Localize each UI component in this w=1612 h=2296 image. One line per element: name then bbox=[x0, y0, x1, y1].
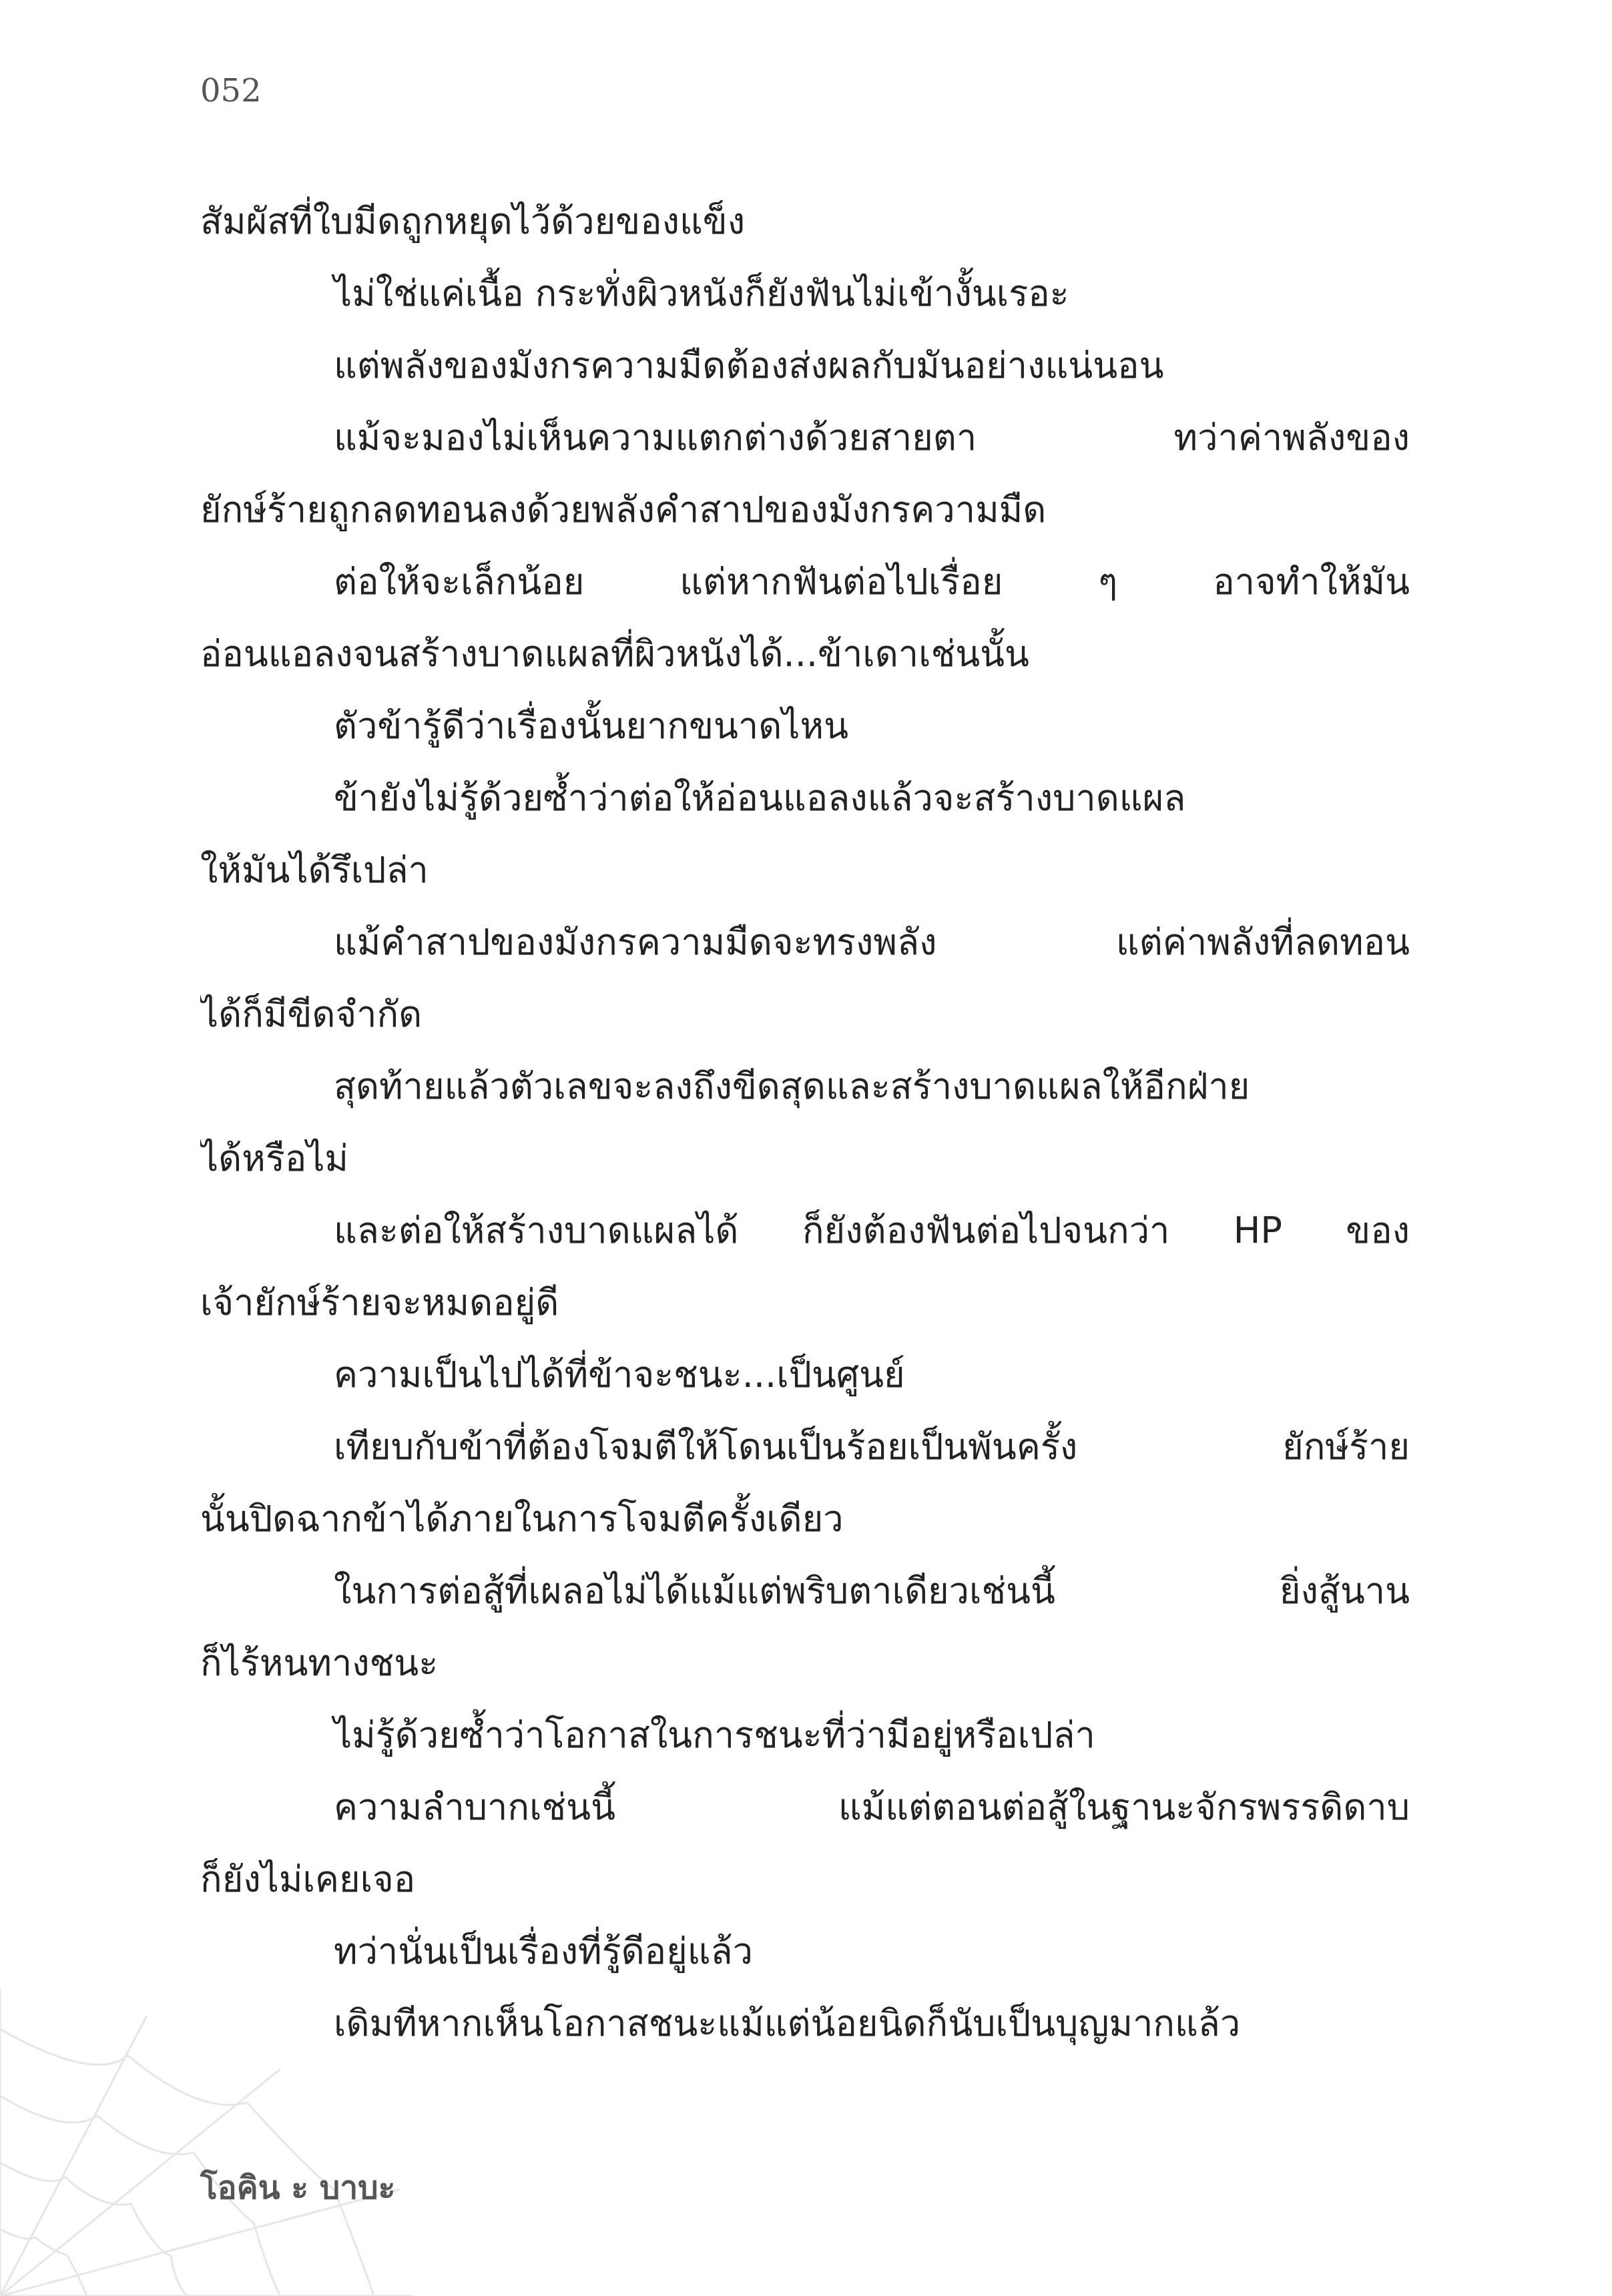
text-line: ความเป็นไปได้ที่ข้าจะชนะ...เป็นศูนย์ bbox=[334, 1354, 905, 1396]
text-line: ความลำบากเช่นนี้ แม้แต่ตอนต่อสู้ในฐานะจักรพรรดิดาบ bbox=[334, 1786, 1410, 1828]
text-line: ไม่รู้ด้วยซ้ำว่าโอกาสในการชนะที่ว่ามีอยู่หรือเปล่า bbox=[334, 1714, 1095, 1756]
text-line: และต่อให้สร้างบาดแผลได้ ก็ยังต้องฟันต่อไปจนกว่า HP ของ bbox=[334, 1209, 1410, 1251]
text-line: ได้ก็มีขีดจำกัด bbox=[200, 993, 423, 1035]
text-line: สุดท้ายแล้วตัวเลขจะลงถึงขีดสุดและสร้างบาดแผลให้อีกฝ่าย bbox=[334, 1065, 1250, 1107]
text-line: อ่อนแอลงจนสร้างบาดแผลที่ผิวหนังได้...ข้าเดาเช่นนั้น bbox=[200, 633, 1029, 675]
text-line: ทว่านั่นเป็นเรื่องที่รู้ดีอยู่แล้ว bbox=[334, 1930, 753, 1972]
text-line: ก็ไร้หนทางชนะ bbox=[200, 1642, 439, 1684]
text-line: สัมผัสที่ใบมีดถูกหยุดไว้ด้วยของแข็ง bbox=[200, 200, 746, 242]
author-footer: โอคิน ะ บาบะ bbox=[200, 2169, 396, 2207]
spider-web-decoration bbox=[0, 1989, 414, 2296]
text-line: ก็ยังไม่เคยเจอ bbox=[200, 1858, 416, 1900]
text-line: แม้คำสาปของมังกรความมืดจะทรงพลัง แต่ค่าพลังที่ลดทอน bbox=[334, 921, 1410, 963]
text-line: ข้ายังไม่รู้ด้วยซ้ำว่าต่อให้อ่อนแอลงแล้วจะสร้างบาดแผล bbox=[334, 777, 1186, 819]
text-line: ไม่ใช่แค่เนื้อ กระทั่งผิวหนังก็ยังฟันไม่เข้างั้นเรอะ bbox=[334, 272, 1069, 314]
body-text bbox=[200, 186, 1410, 2060]
text-line: นั้นปิดฉากข้าได้ภายในการโจมตีครั้งเดียว bbox=[200, 1498, 844, 1540]
text-line: ให้มันได้รึเปล่า bbox=[200, 849, 429, 891]
text-line: ยักษ์ร้ายถูกลดทอนลงด้วยพลังคำสาปของมังกรความมืด bbox=[200, 489, 1047, 531]
text-line: ได้หรือไม่ bbox=[200, 1137, 349, 1179]
text-line: เดิมทีหากเห็นโอกาสชนะแม้แต่น้อยนิดก็นับเป็นบุญมากแล้ว bbox=[334, 2002, 1241, 2044]
text-line: แม้จะมองไม่เห็นความแตกต่างด้วยสายตา ทว่าค่าพลังของ bbox=[334, 416, 1410, 459]
text-line: ต่อให้จะเล็กน้อย แต่หากฟันต่อไปเรื่อย ๆ อาจทำให้มัน bbox=[334, 561, 1410, 603]
text-line: แต่พลังของมังกรความมืดต้องส่งผลกับมันอย่างแน่นอน bbox=[334, 344, 1164, 386]
text-line: เทียบกับข้าที่ต้องโจมตีให้โดนเป็นร้อยเป็นพันครั้ง ยักษ์ร้าย bbox=[334, 1426, 1410, 1468]
text-line: ในการต่อสู้ที่เผลอไม่ได้แม้แต่พริบตาเดียวเช่นนี้ ยิ่งสู้นาน bbox=[334, 1570, 1410, 1612]
text-line: ตัวข้ารู้ดีว่าเรื่องนั้นยากขนาดไหน bbox=[334, 705, 848, 747]
text-line: เจ้ายักษ์ร้ายจะหมดอยู่ดี bbox=[200, 1281, 559, 1324]
page-number: 052 bbox=[200, 72, 262, 109]
